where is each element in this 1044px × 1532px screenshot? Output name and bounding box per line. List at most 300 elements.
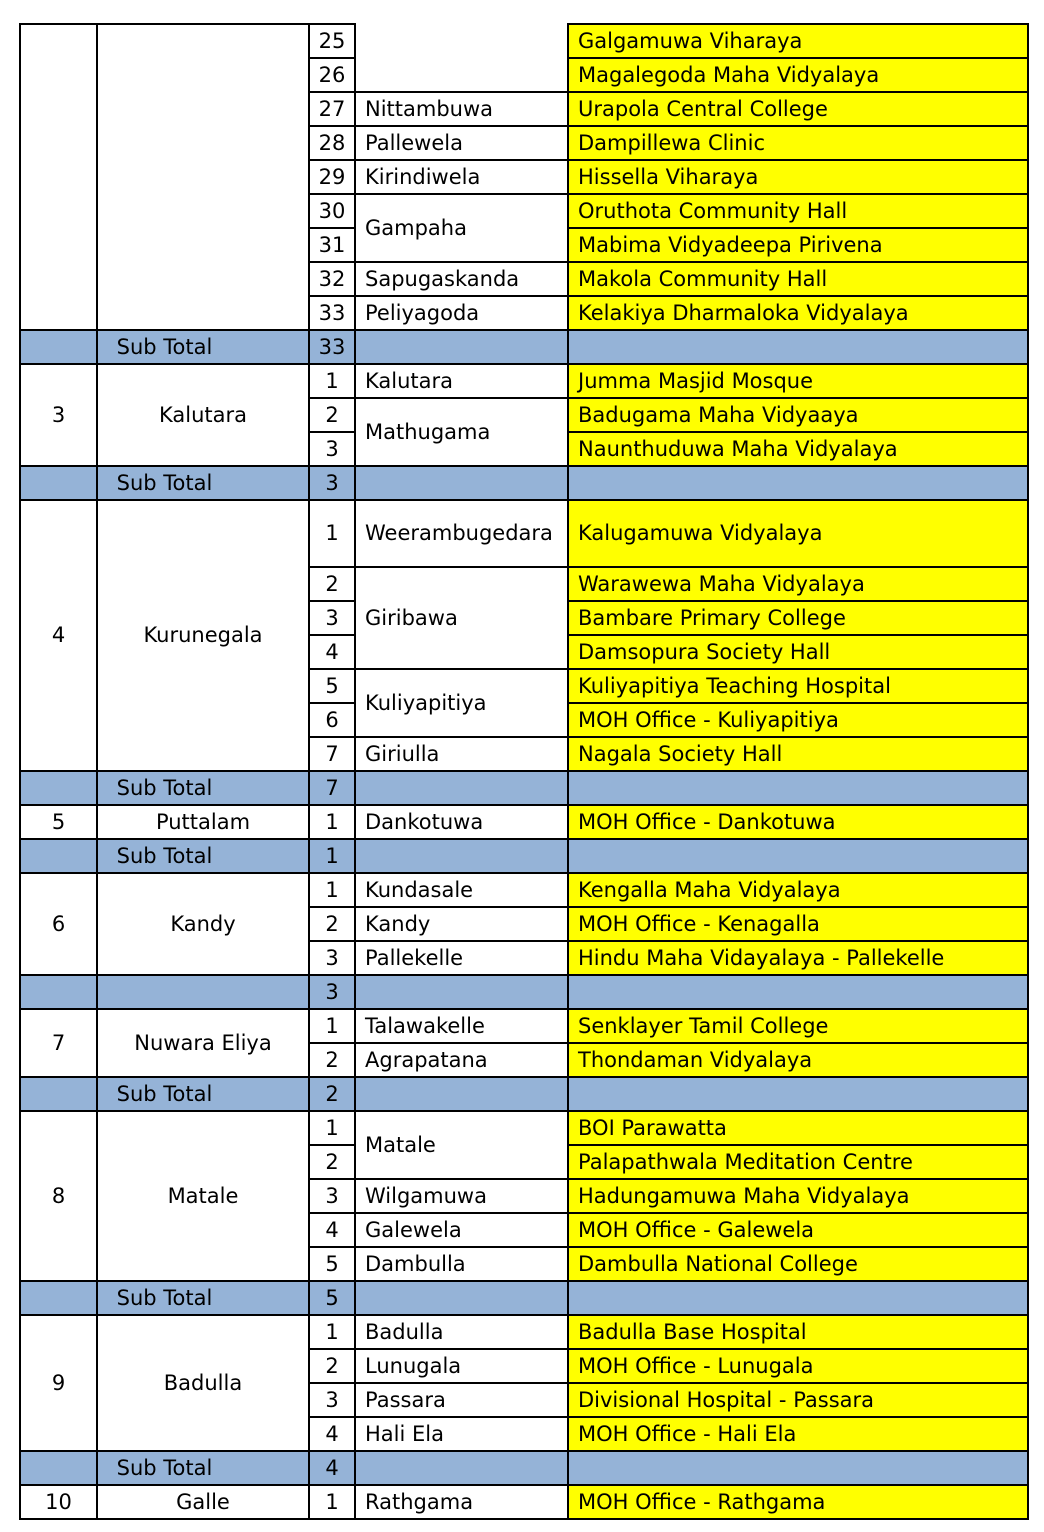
grid-line — [96, 1484, 98, 1520]
moh-area: Agrapatana — [365, 1047, 488, 1072]
subtotal-value: 3 — [325, 979, 339, 1004]
vaccination-location: Hissella Viharaya — [578, 164, 759, 189]
vaccination-location: Hadungamuwa Maha Vidyalaya — [578, 1183, 910, 1208]
vaccination-location: Dampillewa Clinic — [578, 130, 765, 155]
grid-line — [96, 1076, 98, 1112]
grid-line — [354, 1382, 569, 1384]
subtotal-value: 7 — [325, 775, 339, 800]
grid-line — [19, 872, 310, 874]
district-number: 4 — [51, 623, 66, 647]
vaccination-location: Badulla Base Hospital — [578, 1319, 807, 1344]
grid-line — [308, 1110, 356, 1112]
district-number: 3 — [51, 402, 66, 427]
vaccination-location: Nagala Society Hall — [578, 741, 783, 766]
moh-area: Mathugama — [365, 419, 491, 444]
serial-number: 2 — [325, 911, 339, 936]
grid-line — [567, 1212, 1029, 1214]
grid-line — [354, 736, 569, 738]
district-name: Galle — [176, 1489, 230, 1514]
grid-line — [1027, 1484, 1029, 1520]
grid-line — [354, 295, 569, 297]
vaccination-location: Senklayer Tamil College — [578, 1013, 829, 1038]
serial-number: 27 — [318, 96, 346, 121]
moh-area: Weerambugedara — [365, 521, 553, 545]
serial-number: 1 — [325, 1489, 339, 1514]
grid-line — [567, 499, 569, 772]
subtotal-label — [20, 975, 309, 1009]
grid-line — [354, 1008, 569, 1010]
grid-line — [354, 1110, 569, 1112]
grid-line — [308, 23, 310, 331]
moh-area: Dankotuwa — [365, 809, 484, 834]
subtotal-value: 3 — [325, 470, 339, 495]
grid-line — [19, 1110, 310, 1112]
serial-number: 3 — [325, 945, 339, 970]
moh-area: Matale — [365, 1132, 436, 1157]
grid-line — [19, 363, 21, 467]
grid-line — [567, 1110, 1029, 1112]
grid-line — [1027, 363, 1029, 467]
grid-line — [567, 261, 1029, 263]
district-name: Puttalam — [155, 809, 251, 834]
grid-line — [19, 1450, 21, 1486]
grid-line — [308, 1042, 356, 1044]
district-number: 9 — [51, 1370, 66, 1395]
grid-line — [308, 1382, 356, 1384]
grid-line — [308, 329, 310, 365]
grid-line — [19, 804, 21, 840]
grid-line — [308, 227, 356, 229]
grid-line — [354, 1484, 569, 1486]
grid-line — [19, 838, 1029, 840]
grid-line — [354, 465, 356, 501]
moh-area: Badulla — [365, 1319, 444, 1344]
grid-line — [308, 57, 356, 59]
serial-number: 32 — [318, 266, 346, 291]
grid-line — [567, 1042, 1029, 1044]
grid-line — [567, 57, 1029, 59]
grid-line — [1027, 1314, 1029, 1452]
grid-line — [354, 906, 569, 908]
grid-line — [354, 872, 356, 976]
grid-line — [567, 363, 1029, 365]
grid-line — [1027, 804, 1029, 840]
grid-line — [567, 872, 569, 976]
grid-line — [567, 1076, 569, 1112]
serial-number: 26 — [318, 62, 346, 87]
district-name — [97, 24, 309, 330]
grid-line — [308, 1314, 356, 1316]
district-name: Nuwara Eliya — [134, 1030, 272, 1055]
grid-line — [354, 159, 569, 161]
vaccination-location: MOH Office - Dankotuwa — [578, 809, 836, 834]
grid-line — [354, 1178, 569, 1180]
grid-line — [96, 974, 98, 1010]
moh-area: Lunugala — [365, 1353, 462, 1378]
district-number — [20, 24, 97, 330]
vaccination-location: Bambare Primary College — [578, 605, 846, 630]
vaccination-location: Divisional Hospital - Passara — [578, 1387, 875, 1412]
grid-line — [19, 1280, 21, 1316]
grid-line — [567, 1314, 569, 1452]
serial-number: 1 — [325, 368, 339, 393]
serial-number: 33 — [318, 300, 346, 325]
moh-area: Rathgama — [365, 1489, 474, 1514]
serial-number: 3 — [325, 1387, 339, 1412]
grid-line — [354, 125, 569, 127]
grid-line — [19, 1076, 1029, 1078]
grid-line — [354, 1314, 569, 1316]
grid-line — [567, 193, 1029, 195]
grid-line — [567, 668, 1029, 670]
moh-area: Dambulla — [365, 1251, 466, 1276]
grid-line — [354, 940, 569, 942]
grid-line — [308, 159, 356, 161]
moh-area: Kundasale — [365, 877, 474, 902]
grid-line — [19, 363, 310, 365]
grid-line — [567, 1246, 1029, 1248]
grid-line — [308, 974, 310, 1010]
grid-line — [567, 838, 569, 874]
district-name: Badulla — [163, 1370, 243, 1395]
grid-line — [354, 1110, 356, 1282]
serial-number: 1 — [325, 1115, 339, 1140]
grid-line — [19, 499, 21, 772]
grid-line — [308, 1348, 356, 1350]
grid-line — [308, 906, 356, 908]
vaccination-location: MOH Office - Rathgama — [578, 1489, 826, 1514]
grid-line — [96, 363, 98, 467]
grid-line — [354, 1008, 356, 1078]
grid-line — [308, 1008, 356, 1010]
grid-line — [19, 1314, 21, 1452]
grid-line — [567, 227, 1029, 229]
moh-area: Hali Ela — [365, 1421, 444, 1446]
serial-number: 29 — [318, 164, 346, 189]
grid-line — [567, 1314, 1029, 1316]
grid-line — [19, 872, 21, 976]
grid-line — [308, 295, 356, 297]
grid-line — [96, 499, 98, 772]
grid-line — [567, 1280, 569, 1316]
district-name: Kandy — [170, 911, 236, 936]
grid-line — [354, 1416, 569, 1418]
grid-line — [354, 363, 356, 467]
serial-number: 1 — [325, 1013, 339, 1038]
vaccination-location: MOH Office - Hali Ela — [578, 1421, 797, 1446]
grid-line — [1027, 872, 1029, 976]
grid-line — [354, 566, 569, 568]
grid-line — [19, 974, 1029, 976]
serial-number: 2 — [325, 1353, 339, 1378]
subtotal-value: 33 — [318, 334, 346, 359]
grid-line — [308, 1076, 310, 1112]
vaccination-location: MOH Office - Galewela — [578, 1217, 815, 1242]
grid-line — [308, 1484, 356, 1486]
grid-line — [354, 193, 569, 195]
vaccination-location: Galgamuwa Viharaya — [578, 28, 803, 53]
grid-line — [19, 23, 310, 25]
subtotal-label: Sub Total — [116, 334, 213, 359]
serial-number: 5 — [325, 673, 339, 698]
grid-line — [19, 804, 310, 806]
serial-number: 3 — [325, 605, 339, 630]
grid-line — [354, 804, 569, 806]
district-number: 7 — [51, 1030, 66, 1055]
grid-line — [19, 1110, 21, 1282]
vaccination-location: BOI Parawatta — [578, 1115, 727, 1140]
grid-line — [96, 465, 98, 501]
grid-line — [19, 974, 21, 1010]
moh-area: Peliyagoda — [365, 300, 480, 325]
vaccination-location: Kuliyapitiya Teaching Hospital — [578, 673, 891, 698]
district-number: 8 — [51, 1183, 66, 1208]
moh-area: Wilgamuwa — [365, 1183, 487, 1208]
moh-area: Gampaha — [365, 215, 467, 240]
grid-line — [354, 872, 569, 874]
serial-number: 31 — [318, 232, 346, 257]
moh-area: Sapugaskanda — [365, 266, 520, 291]
grid-line — [567, 804, 1029, 806]
moh-area: Talawakelle — [365, 1013, 485, 1038]
subtotal-label: Sub Total — [116, 1081, 213, 1106]
vaccination-location: Naunthuduwa Maha Vidyalaya — [578, 436, 898, 461]
vaccination-location: Kalugamuwa Vidyalaya — [578, 521, 823, 545]
moh-area: Kandy — [365, 911, 431, 936]
grid-line — [308, 363, 310, 467]
vaccination-centres-table — [20, 24, 1028, 1519]
grid-line — [354, 91, 569, 93]
subtotal-value: 4 — [325, 1455, 339, 1480]
grid-line — [567, 974, 569, 1010]
grid-line — [567, 736, 1029, 738]
district-number: 5 — [51, 809, 66, 834]
moh-area: Nittambuwa — [365, 96, 494, 121]
grid-line — [308, 940, 356, 942]
grid-line — [567, 804, 569, 840]
grid-line — [1027, 1008, 1029, 1078]
serial-number: 4 — [325, 639, 339, 664]
moh-area: Giriulla — [365, 741, 440, 766]
serial-number: 3 — [325, 1183, 339, 1208]
subtotal-label: Sub Total — [116, 843, 213, 868]
grid-line — [96, 770, 98, 806]
grid-line — [308, 431, 356, 433]
moh-area: Giribawa — [365, 605, 458, 630]
grid-line — [567, 1008, 569, 1078]
grid-line — [354, 1450, 356, 1486]
grid-line — [567, 1484, 1029, 1486]
vaccination-location: Thondaman Vidyalaya — [578, 1047, 813, 1072]
grid-line — [308, 1008, 310, 1078]
grid-line — [354, 1314, 356, 1452]
grid-line — [1027, 23, 1029, 331]
grid-line — [308, 1110, 310, 1282]
serial-number: 1 — [325, 521, 339, 545]
grid-line — [1027, 770, 1029, 806]
district-name: Kurunegala — [143, 623, 263, 647]
grid-line — [567, 1348, 1029, 1350]
serial-number: 7 — [325, 741, 339, 766]
grid-line — [567, 566, 1029, 568]
grid-line — [567, 906, 1029, 908]
grid-line — [567, 1110, 569, 1282]
grid-line — [354, 1348, 569, 1350]
grid-line — [354, 499, 569, 501]
grid-line — [567, 1008, 1029, 1010]
grid-line — [567, 1144, 1029, 1146]
subtotal-value: 1 — [325, 843, 339, 868]
grid-line — [1027, 1110, 1029, 1282]
grid-line — [354, 804, 356, 840]
grid-line — [1027, 838, 1029, 874]
grid-line — [567, 397, 1029, 399]
vaccination-location: Warawewa Maha Vidyalaya — [578, 571, 865, 596]
vaccination-location: Oruthota Community Hall — [578, 198, 848, 223]
grid-line — [308, 261, 356, 263]
subtotal-label: Sub Total — [116, 470, 213, 495]
grid-line — [308, 804, 356, 806]
grid-line — [308, 91, 356, 93]
grid-line — [567, 329, 569, 365]
moh-area: Pallewela — [365, 130, 463, 155]
grid-line — [308, 566, 356, 568]
grid-line — [308, 634, 356, 636]
grid-line — [19, 23, 21, 331]
grid-line — [308, 1144, 356, 1146]
grid-line — [19, 1280, 1029, 1282]
grid-line — [19, 838, 21, 874]
grid-line — [96, 1314, 98, 1452]
grid-line — [567, 770, 569, 806]
serial-number: 2 — [325, 1047, 339, 1072]
grid-line — [308, 872, 310, 976]
grid-line — [308, 1484, 310, 1520]
grid-line — [308, 1450, 310, 1486]
serial-number: 2 — [325, 571, 339, 596]
grid-line — [308, 770, 310, 806]
grid-line — [567, 1178, 1029, 1180]
serial-number: 1 — [325, 877, 339, 902]
moh-area: Kalutara — [365, 368, 454, 393]
grid-line — [308, 363, 356, 365]
subtotal-label: Sub Total — [116, 1455, 213, 1480]
grid-line — [308, 23, 356, 25]
grid-line — [567, 600, 1029, 602]
vaccination-location: Urapola Central College — [578, 96, 828, 121]
grid-line — [19, 329, 21, 365]
grid-line — [567, 1484, 569, 1520]
grid-line — [19, 1484, 310, 1486]
grid-line — [354, 668, 569, 670]
grid-line — [96, 329, 98, 365]
grid-line — [96, 1008, 98, 1078]
grid-line — [19, 329, 1029, 331]
grid-line — [354, 1212, 569, 1214]
grid-line — [308, 499, 310, 772]
serial-number: 6 — [325, 707, 339, 732]
subtotal-value: 5 — [325, 1285, 339, 1310]
vaccination-location: Mabima Vidyadeepa Pirivena — [578, 232, 883, 257]
vaccination-location: Kengalla Maha Vidyalaya — [578, 877, 841, 902]
grid-line — [1027, 1076, 1029, 1112]
serial-number: 1 — [325, 809, 339, 834]
grid-line — [308, 1280, 310, 1316]
grid-line — [96, 804, 98, 840]
grid-line — [567, 499, 1029, 501]
grid-line — [19, 1484, 21, 1520]
grid-line — [19, 1008, 310, 1010]
grid-line — [308, 736, 356, 738]
subtotal-value: 2 — [325, 1081, 339, 1106]
grid-line — [19, 1518, 1029, 1520]
grid-line — [19, 770, 21, 806]
vaccination-location: MOH Office - Lunugala — [578, 1353, 814, 1378]
grid-line — [354, 499, 356, 772]
vaccination-location: Hindu Maha Vidayalaya - Pallekelle — [578, 945, 945, 970]
grid-line — [308, 1416, 356, 1418]
grid-line — [1027, 974, 1029, 1010]
grid-line — [96, 838, 98, 874]
vaccination-location: Palapathwala Meditation Centre — [578, 1149, 913, 1174]
grid-line — [308, 702, 356, 704]
serial-number: 25 — [318, 28, 346, 53]
grid-line — [96, 872, 98, 976]
grid-line — [354, 397, 569, 399]
grid-line — [567, 125, 1029, 127]
grid-line — [308, 1246, 356, 1248]
grid-line — [308, 600, 356, 602]
subtotal-label: Sub Total — [116, 775, 213, 800]
grid-line — [19, 1076, 21, 1112]
grid-line — [308, 499, 356, 501]
moh-area: Galewela — [365, 1217, 462, 1242]
grid-line — [567, 23, 1029, 25]
grid-line — [354, 329, 356, 365]
subtotal-label: Sub Total — [116, 1285, 213, 1310]
grid-line — [308, 838, 310, 874]
grid-line — [354, 261, 569, 263]
grid-line — [19, 770, 1029, 772]
grid-line — [354, 770, 356, 806]
vaccination-location: MOH Office - Kenagalla — [578, 911, 820, 936]
grid-line — [19, 465, 21, 501]
grid-line — [567, 363, 569, 467]
moh-area: Passara — [365, 1387, 446, 1412]
district-name: Matale — [167, 1183, 239, 1208]
serial-number: 28 — [318, 130, 346, 155]
grid-line — [567, 91, 1029, 93]
serial-number: 1 — [325, 1319, 339, 1344]
grid-line — [567, 1450, 569, 1486]
serial-number: 4 — [325, 1217, 339, 1242]
grid-line — [96, 23, 98, 331]
grid-line — [567, 23, 569, 331]
grid-line — [1027, 329, 1029, 365]
grid-line — [308, 465, 310, 501]
grid-line — [308, 804, 310, 840]
grid-line — [567, 1382, 1029, 1384]
serial-number: 5 — [325, 1251, 339, 1276]
district-name: Kalutara — [158, 402, 248, 427]
grid-line — [19, 1450, 1029, 1452]
grid-line — [96, 1450, 98, 1486]
serial-number: 30 — [318, 198, 346, 223]
vaccination-location: Dambulla National College — [578, 1251, 858, 1276]
grid-line — [96, 1280, 98, 1316]
grid-line — [19, 499, 310, 501]
serial-number: 3 — [325, 436, 339, 461]
